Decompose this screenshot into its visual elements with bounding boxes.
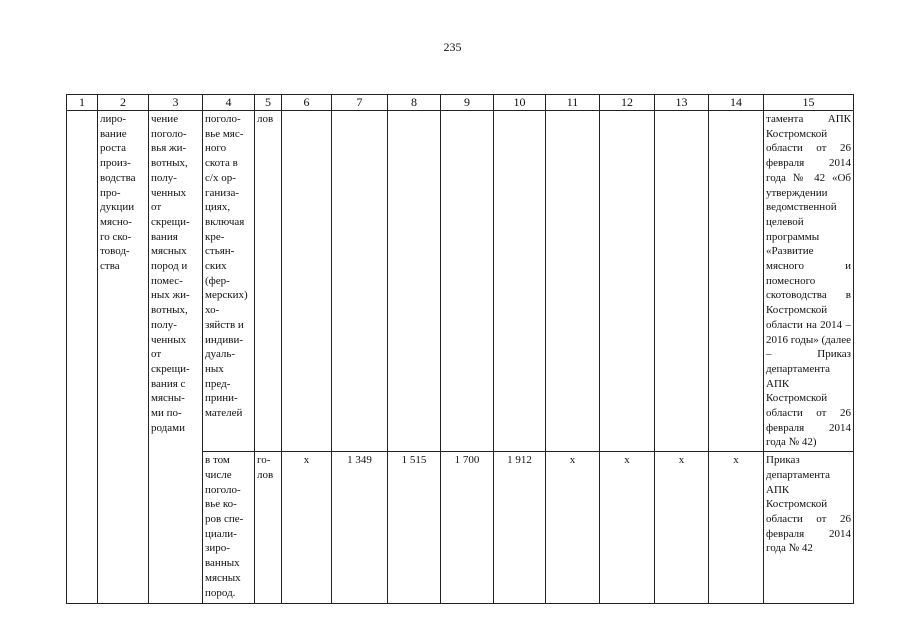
row-cell-8 bbox=[388, 111, 441, 452]
row-cell-12 bbox=[600, 111, 655, 452]
row-cell-11 bbox=[546, 111, 600, 452]
header-cell-1: 1 bbox=[67, 95, 98, 111]
row-cell-7: 1 349 bbox=[332, 452, 388, 604]
row-cell-13 bbox=[655, 111, 709, 452]
row-cell-14: х bbox=[709, 452, 764, 604]
row-cell-9: 1 700 bbox=[441, 452, 494, 604]
header-cell-11: 11 bbox=[546, 95, 600, 111]
header-row bbox=[67, 95, 854, 111]
row-cell-15: Приказ департамента АПК Костромской области от 26 февраля 2014 года № 42 bbox=[764, 452, 854, 604]
row-cell-3: чение поголо- вья жи- вотных, полу- ченных от скрещи- вания мясных пород и помес- ных жи- вотных, полу- ченных от скрещи- вания с мясны- ми по- родами bbox=[149, 111, 203, 604]
row-cell-10 bbox=[494, 111, 546, 452]
row-cell-12: х bbox=[600, 452, 655, 604]
row-cell-1 bbox=[67, 111, 98, 604]
row-cell-5: го- лов bbox=[255, 452, 282, 604]
header-cell-13: 13 bbox=[655, 95, 709, 111]
page-number: 235 bbox=[443, 40, 462, 54]
row-cell-7 bbox=[332, 111, 388, 452]
header-cell-6: 6 bbox=[282, 95, 332, 111]
row-cell-4: поголо- вье мяс- ного скота в с/х ор- ганиза- циях, включая кре- стьян- ских (фер- мерских) хо- зяйств и индиви- дуаль- ных пред- прини- мателей bbox=[203, 111, 255, 452]
data-table bbox=[66, 94, 854, 604]
header-cell-4: 4 bbox=[203, 95, 255, 111]
row-cell-15: тамента АПК Костромской области от 26 февраля 2014 года № 42 «Об утверждении ведомственной целевой программы «Развитие мясного и помесного скотоводства в Костромской области на 2014 – 2016 годы» (далее – Приказ департамента АПК Костромской области от 26 февраля 2014 года № 42) bbox=[764, 111, 854, 452]
table-row bbox=[67, 111, 854, 452]
row-cell-10: 1 912 bbox=[494, 452, 546, 604]
header-cell-2: 2 bbox=[98, 95, 149, 111]
header-cell-12: 12 bbox=[600, 95, 655, 111]
row-cell-13: х bbox=[655, 452, 709, 604]
row-cell-6 bbox=[282, 111, 332, 452]
header-cell-7: 7 bbox=[332, 95, 388, 111]
header-cell-15: 15 bbox=[764, 95, 854, 111]
header-cell-8: 8 bbox=[388, 95, 441, 111]
header-cell-10: 10 bbox=[494, 95, 546, 111]
row-cell-4: в том числе поголо- вье ко- ров спе- циали- зиро- ванных мясных пород. bbox=[203, 452, 255, 604]
row-cell-2: лиро- вание роста произ- водства про- дукции мясно- го ско- товод- ства bbox=[98, 111, 149, 604]
header-cell-9: 9 bbox=[441, 95, 494, 111]
row-cell-8: 1 515 bbox=[388, 452, 441, 604]
header-cell-14: 14 bbox=[709, 95, 764, 111]
row-cell-5: лов bbox=[255, 111, 282, 452]
header-cell-3: 3 bbox=[149, 95, 203, 111]
row-cell-9 bbox=[441, 111, 494, 452]
row-cell-6: х bbox=[282, 452, 332, 604]
row-cell-11: х bbox=[546, 452, 600, 604]
row-cell-14 bbox=[709, 111, 764, 452]
header-cell-5: 5 bbox=[255, 95, 282, 111]
